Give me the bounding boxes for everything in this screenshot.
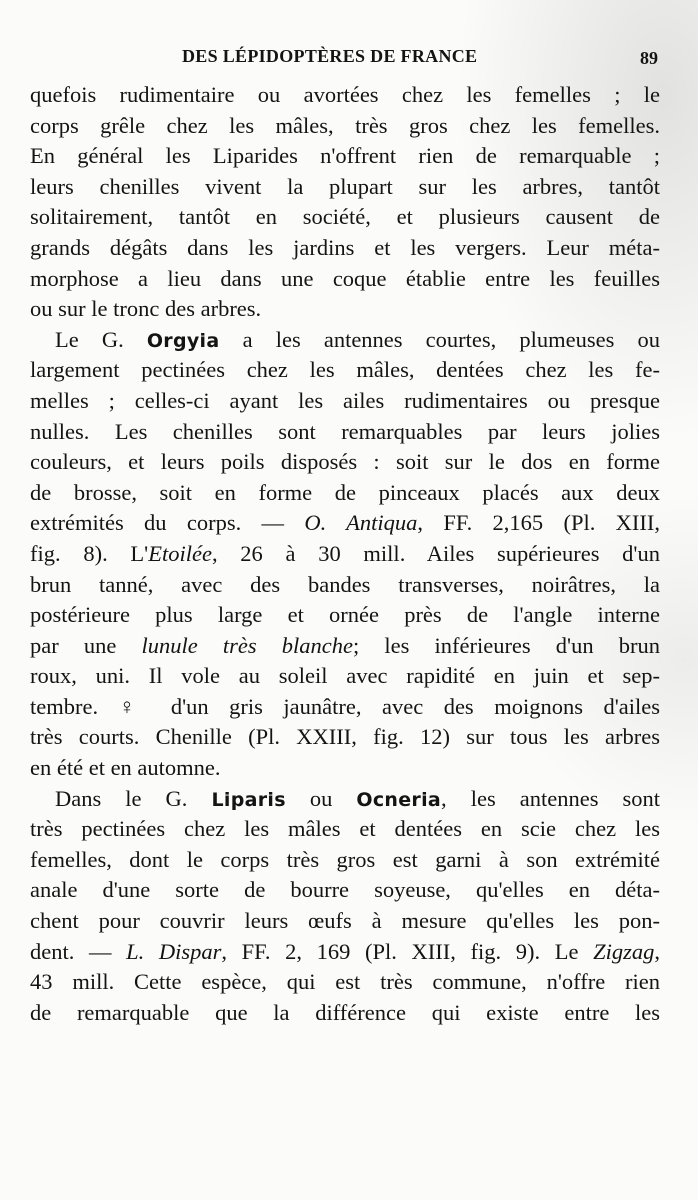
- text-line: très pectinées chez les mâles et dentées en scie chez les: [30, 816, 660, 842]
- text-line: leurs chenilles vivent la plupart sur les arbres, tantôt: [30, 173, 660, 199]
- text-line: [30, 784, 660, 815]
- text-line: tembre. ♀ d'un gris jaunâtre, avec des moignons d'ailes: [30, 693, 660, 719]
- text-line: très courts. Chenille (Pl. XXIII, fig. 12) sur tous les arbres: [30, 724, 660, 750]
- species-name: O. Antiqua: [304, 510, 418, 536]
- text-line: melles ; celles-ci ayant les ailes rudimentaires ou presque: [30, 387, 660, 413]
- species-name: L. Dispar: [126, 938, 222, 964]
- text-line: chent pour couvrir leurs œufs à mesure qu'elles les pon-: [30, 908, 660, 934]
- paragraph-orgyia: [30, 325, 660, 784]
- text-line: anale d'une sorte de bourre soyeuse, qu'elles en déta-: [30, 877, 660, 903]
- text-run: Le G.: [55, 326, 147, 352]
- text-run: extrémités du corps. —: [30, 510, 305, 536]
- text-run: par une: [30, 632, 142, 658]
- text-line: grands dégâts dans les jardins et les vergers. Leur méta-: [30, 234, 660, 260]
- text-line: roux, uni. Il vole au soleil avec rapidité en juin et sep-: [30, 663, 660, 689]
- text-line: largement pectinées chez les mâles, dentées chez les fe-: [30, 357, 660, 383]
- text-line: En général les Liparides n'offrent rien de remarquable ;: [30, 143, 660, 169]
- text-line: [30, 508, 660, 539]
- text-line: solitairement, tantôt en société, et plusieurs causent de: [30, 204, 660, 230]
- text-run: ; les inférieures d'un brun: [352, 632, 660, 658]
- text-run: ,: [654, 938, 660, 964]
- text-line: femelles, dont le corps très gros est garni à son extrémité: [30, 846, 660, 872]
- text-line: [30, 539, 660, 570]
- text-run: , 26 à 30 mill. Ailes supérieures d'un: [211, 540, 660, 566]
- text-line: morphose a lieu dans une coque établie entre les feuilles: [30, 265, 660, 291]
- text-line: de brosse, soit en forme de pinceaux placés aux deux: [30, 479, 660, 505]
- genus-name: Ocneria: [356, 788, 442, 811]
- common-name: Etoilée: [148, 540, 212, 566]
- text-run: , FF. 2, 169 (Pl. XIII, fig. 9). Le: [221, 938, 594, 964]
- common-name: Zigzag: [593, 938, 655, 964]
- text-line: [30, 937, 660, 968]
- italic-phrase: lunule très blanche: [141, 632, 353, 658]
- text-run: ou: [285, 785, 357, 811]
- page-number: 89: [640, 48, 658, 68]
- text-line: couleurs, et leurs poils disposés : soit sur le dos en forme: [30, 449, 660, 475]
- text-line: postérieure plus large et ornée près de l'angle interne: [30, 602, 660, 628]
- text-line: brun tanné, avec des bandes transverses, noirâtres, la: [30, 571, 660, 597]
- text-line: ou sur le tronc des arbres.: [30, 296, 262, 322]
- text-run: dent. —: [30, 938, 127, 964]
- genus-name: Liparis: [211, 788, 286, 811]
- genus-name: Orgyia: [146, 329, 220, 352]
- text-line: corps grêle chez les mâles, très gros chez les femelles.: [30, 112, 660, 138]
- text-body: [30, 80, 660, 1028]
- text-line: [30, 631, 660, 662]
- text-run: , FF. 2,165 (Pl. XIII,: [417, 510, 661, 536]
- text-line: de remarquable que la différence qui existe entre les: [30, 999, 660, 1025]
- text-run: , les antennes sont: [441, 785, 661, 811]
- text-line: quefois rudimentaire ou avortées chez les femelles ; le: [30, 82, 660, 107]
- text-run: a les antennes courtes, plumeuses ou: [219, 326, 660, 352]
- text-line: en été et en automne.: [30, 755, 221, 781]
- text-line: 43 mill. Cette espèce, qui est très commune, n'offre rien: [30, 969, 660, 995]
- paragraph-liparis: [30, 784, 660, 1029]
- text-line: [30, 325, 660, 356]
- paragraph-liparides: [30, 80, 660, 325]
- text-run: fig. 8). L': [30, 540, 149, 566]
- running-title: DES LÉPIDOPTÈRES DE FRANCE: [182, 46, 478, 66]
- text-run: Dans le G.: [55, 785, 212, 811]
- text-line: nulles. Les chenilles sont remarquables par leurs jolies: [30, 418, 660, 444]
